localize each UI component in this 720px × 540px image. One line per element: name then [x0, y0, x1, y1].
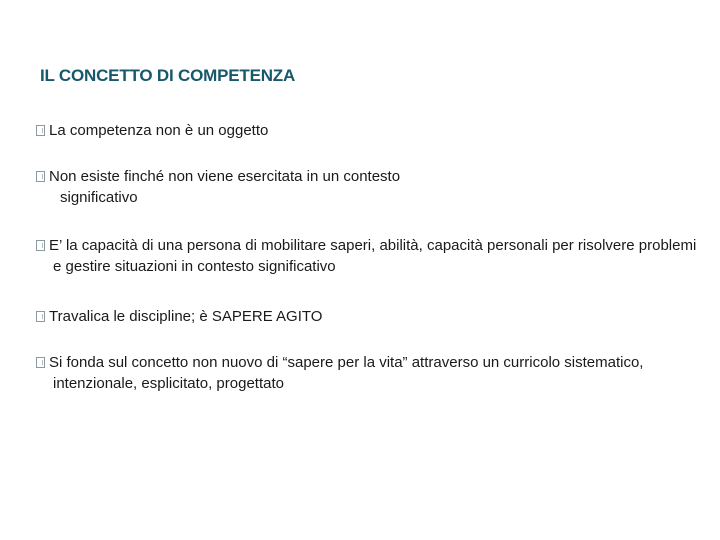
bullet-item	[36, 120, 268, 141]
slide-title: IL CONCETTO DI COMPETENZA	[40, 66, 296, 85]
square-bullet-icon	[36, 311, 45, 322]
bullet-text: E’ la capacità di una persona di mobilitare saperi, abilità, capacità personali per risolvere problemi	[49, 237, 697, 254]
square-bullet-icon	[36, 357, 45, 368]
bullet-text-continuation: intenzionale, esplicitato, progettato	[53, 375, 284, 392]
bullet-item	[36, 166, 400, 208]
bullet-text: Si fonda sul concetto non nuovo di “sapere per la vita” attraverso un curricolo sistematico,	[49, 354, 644, 371]
bullet-text-continuation: significativo	[60, 189, 138, 206]
bullet-text: La competenza non è un oggetto	[49, 122, 269, 139]
bullet-text: Travalica le discipline; è SAPERE AGITO	[49, 308, 323, 325]
square-bullet-icon	[36, 240, 45, 251]
bullet-text: Non esiste finché non viene esercitata in un contesto	[49, 168, 401, 185]
bullet-text-continuation: e gestire situazioni in contesto significativo	[53, 258, 336, 275]
square-bullet-icon	[36, 125, 45, 136]
bullet-item	[36, 352, 643, 394]
bullet-item	[36, 306, 322, 327]
square-bullet-icon	[36, 171, 45, 182]
bullet-item	[36, 235, 696, 277]
